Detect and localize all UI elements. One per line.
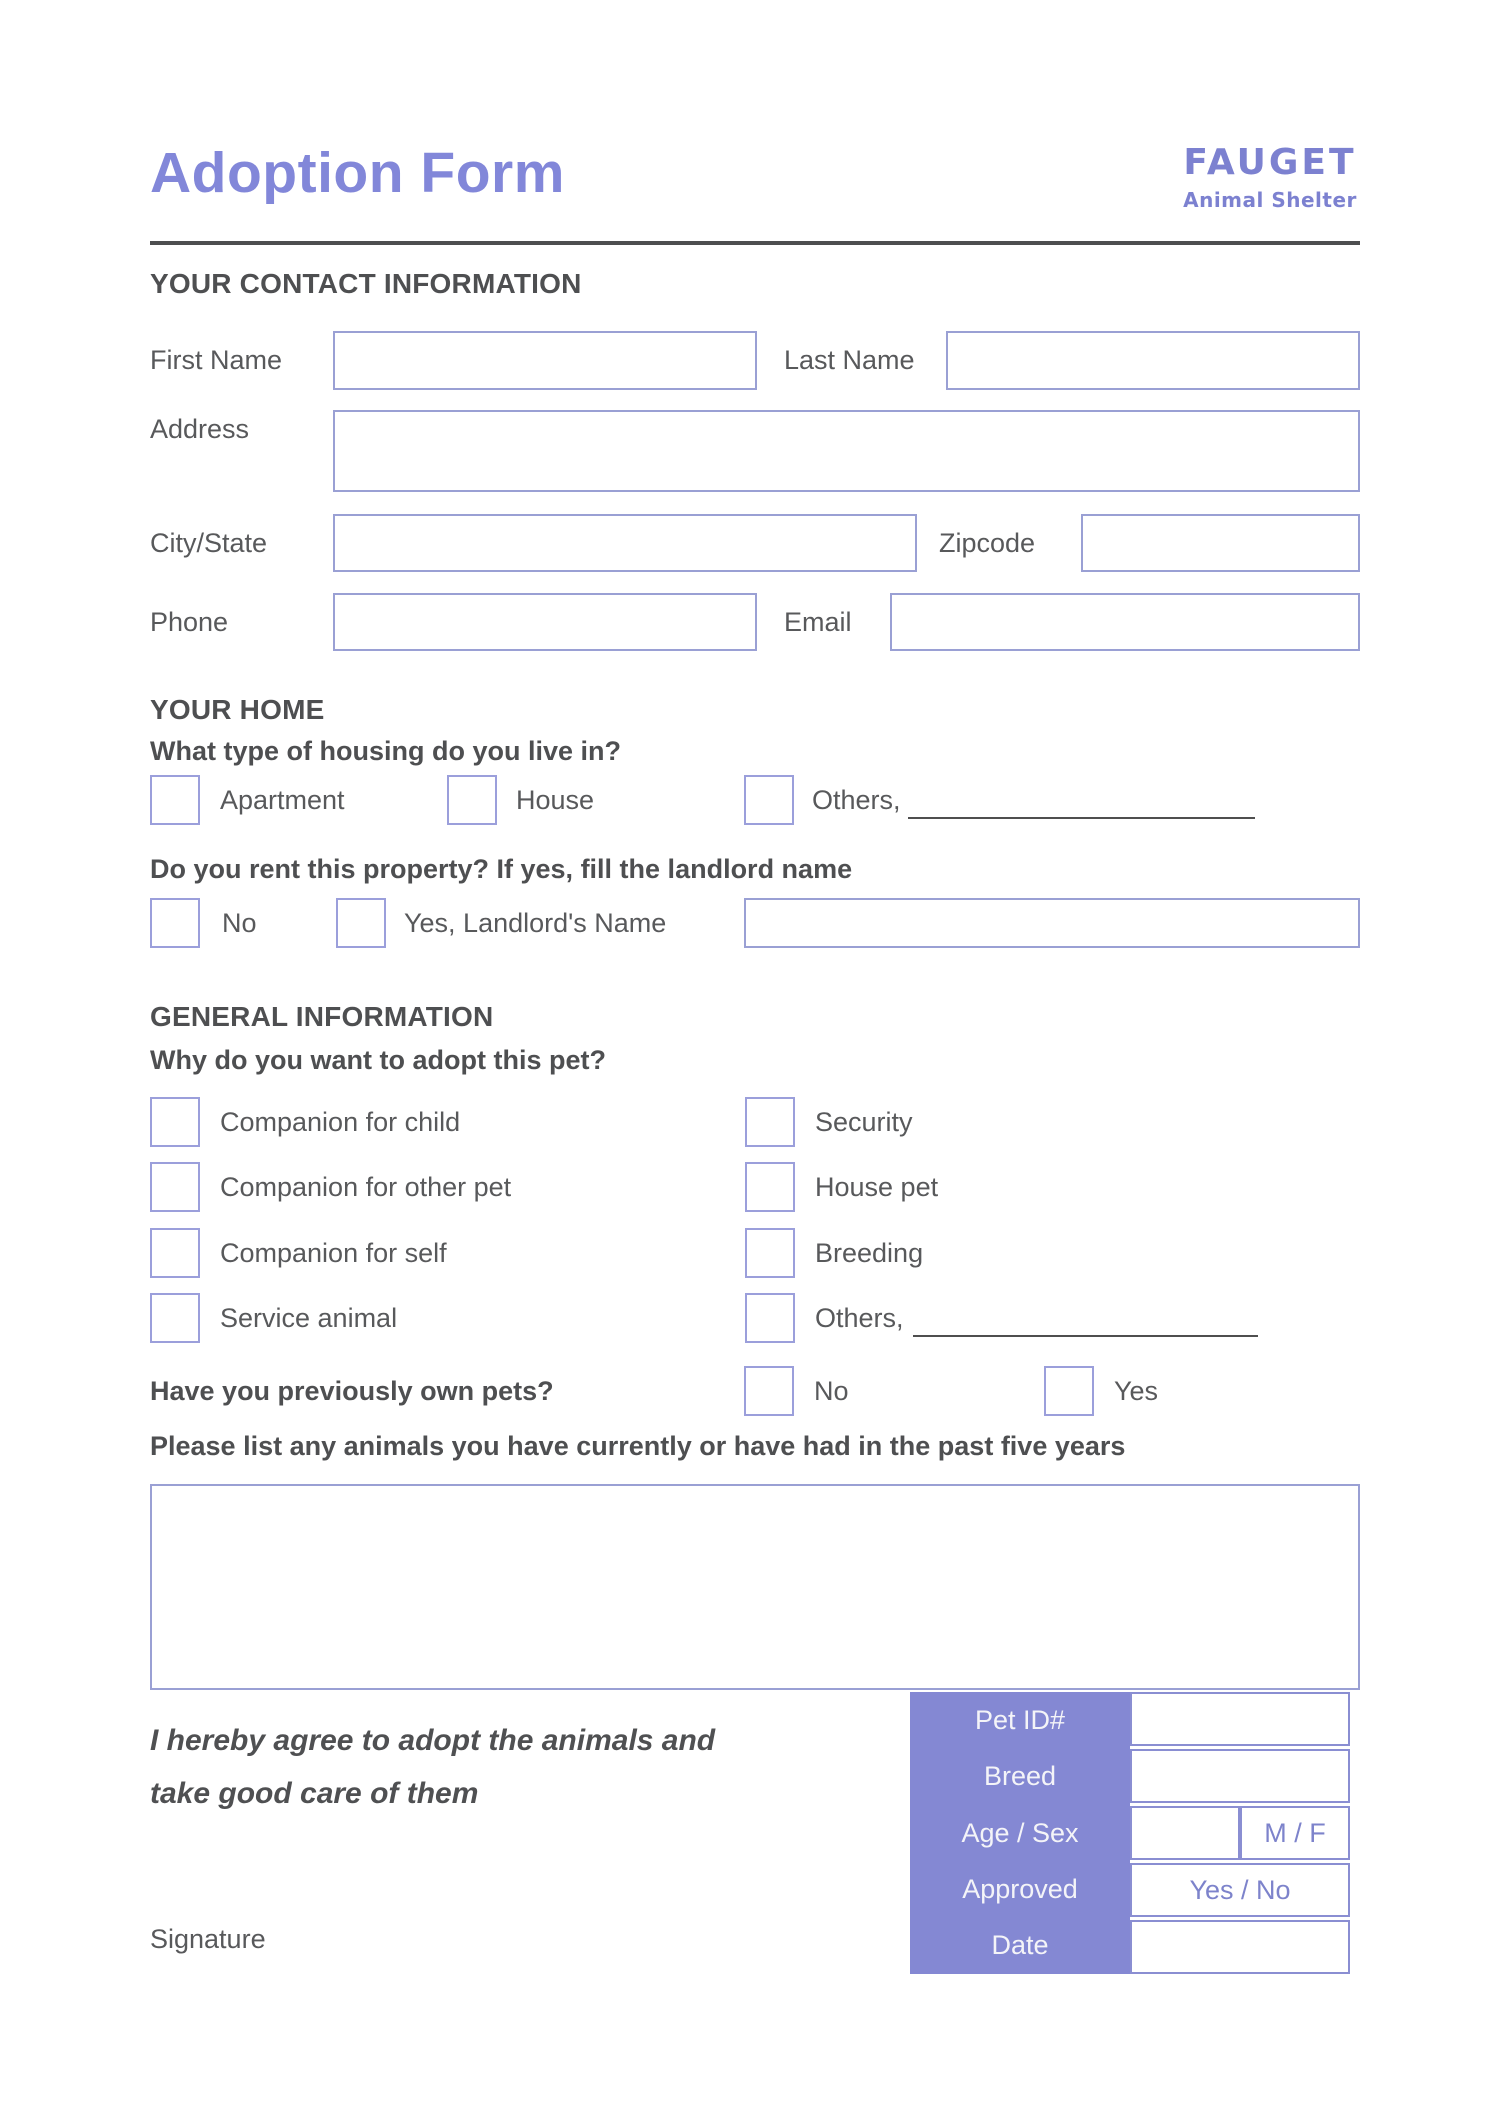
reason-service-animal-checkbox[interactable] <box>150 1293 200 1343</box>
reason-security-checkbox[interactable] <box>745 1097 795 1147</box>
rent-yes-label: Yes, Landlord's Name <box>404 908 667 938</box>
address-label: Address <box>150 414 250 444</box>
reason-companion-self-checkbox[interactable] <box>150 1228 200 1278</box>
reason-others-label: Others, <box>815 1303 904 1333</box>
age-value-cell[interactable] <box>1130 1806 1240 1860</box>
brand-tagline: Animal Shelter <box>1183 188 1357 212</box>
rent-no-checkbox[interactable] <box>150 898 200 948</box>
address-field[interactable] <box>333 410 1360 492</box>
brand-name: FAUGET <box>1183 142 1357 183</box>
home-section-heading: YOUR HOME <box>150 694 325 725</box>
email-field[interactable] <box>890 593 1360 651</box>
zipcode-label: Zipcode <box>939 528 1036 558</box>
page-title: Adoption Form <box>150 141 565 205</box>
animal-history-textarea[interactable] <box>150 1484 1360 1690</box>
reason-companion-child-label: Companion for child <box>220 1107 461 1137</box>
email-label: Email <box>784 607 852 637</box>
reason-breeding-label: Breeding <box>815 1238 924 1268</box>
rent-question: Do you rent this property? If yes, fill the landlord name <box>150 854 853 884</box>
housing-others-fill-line[interactable] <box>908 817 1255 819</box>
reason-others-checkbox[interactable] <box>745 1293 795 1343</box>
brand-logo <box>1180 142 1360 212</box>
pet-id-row-label: Pet ID# <box>974 1704 1066 1735</box>
housing-house-label: House <box>516 785 595 815</box>
previous-pets-yes-label: Yes <box>1114 1376 1159 1406</box>
sex-choice-cell[interactable]: M / F <box>1240 1806 1350 1860</box>
agreement-statement: I hereby agree to adopt the animals and take good care of them <box>150 1724 716 1810</box>
general-section-heading: GENERAL INFORMATION <box>150 1001 494 1032</box>
housing-house-checkbox[interactable] <box>447 775 497 825</box>
age-sex-row-label: Age / Sex <box>961 1817 1079 1848</box>
previous-pets-yes-checkbox[interactable] <box>1044 1366 1094 1416</box>
date-value-cell[interactable] <box>1130 1920 1350 1974</box>
city-state-field[interactable] <box>333 514 917 572</box>
last-name-label: Last Name <box>784 345 915 375</box>
breed-value-cell[interactable] <box>1130 1749 1350 1803</box>
breed-row-label: Breed <box>983 1761 1057 1792</box>
date-row-label: Date <box>991 1930 1049 1961</box>
phone-label: Phone <box>150 607 229 637</box>
reason-others-fill-line[interactable] <box>913 1335 1258 1337</box>
housing-apartment-checkbox[interactable] <box>150 775 200 825</box>
reason-companion-other-pet-checkbox[interactable] <box>150 1162 200 1212</box>
adopt-reason-question: Why do you want to adopt this pet? <box>150 1045 606 1075</box>
first-name-label: First Name <box>150 345 283 375</box>
phone-field[interactable] <box>333 593 757 651</box>
approved-choice-cell[interactable]: Yes / No <box>1130 1863 1350 1917</box>
header-divider <box>150 241 1360 245</box>
reason-breeding-checkbox[interactable] <box>745 1228 795 1278</box>
contact-section-heading: YOUR CONTACT INFORMATION <box>150 268 582 299</box>
housing-others-checkbox[interactable] <box>744 775 794 825</box>
landlord-name-field[interactable] <box>744 898 1360 948</box>
previous-pets-no-label: No <box>814 1376 849 1406</box>
pet-info-table <box>910 1692 1350 1974</box>
reason-house-pet-label: House pet <box>815 1172 939 1202</box>
first-name-field[interactable] <box>333 331 757 390</box>
reason-companion-other-pet-label: Companion for other pet <box>220 1172 512 1202</box>
approved-row-label: Approved <box>962 1873 1078 1904</box>
last-name-field[interactable] <box>946 331 1360 390</box>
housing-apartment-label: Apartment <box>220 785 345 815</box>
housing-question: What type of housing do you live in? <box>150 736 621 766</box>
previous-pets-question: Have you previously own pets? <box>150 1376 554 1406</box>
reason-security-label: Security <box>815 1107 913 1137</box>
housing-others-label: Others, <box>812 785 901 815</box>
reason-service-animal-label: Service animal <box>220 1303 398 1333</box>
signature-label: Signature <box>150 1924 266 1954</box>
pet-table-label-column <box>910 1692 1130 1974</box>
previous-pets-no-checkbox[interactable] <box>744 1366 794 1416</box>
pet-id-value-cell[interactable] <box>1130 1692 1350 1746</box>
reason-house-pet-checkbox[interactable] <box>745 1162 795 1212</box>
reason-companion-self-label: Companion for self <box>220 1238 447 1268</box>
city-state-label: City/State <box>150 528 268 558</box>
zipcode-field[interactable] <box>1081 514 1360 572</box>
rent-no-label: No <box>222 908 257 938</box>
reason-companion-child-checkbox[interactable] <box>150 1097 200 1147</box>
rent-yes-checkbox[interactable] <box>336 898 386 948</box>
animal-history-question: Please list any animals you have currently or have had in the past five years <box>150 1431 1126 1461</box>
